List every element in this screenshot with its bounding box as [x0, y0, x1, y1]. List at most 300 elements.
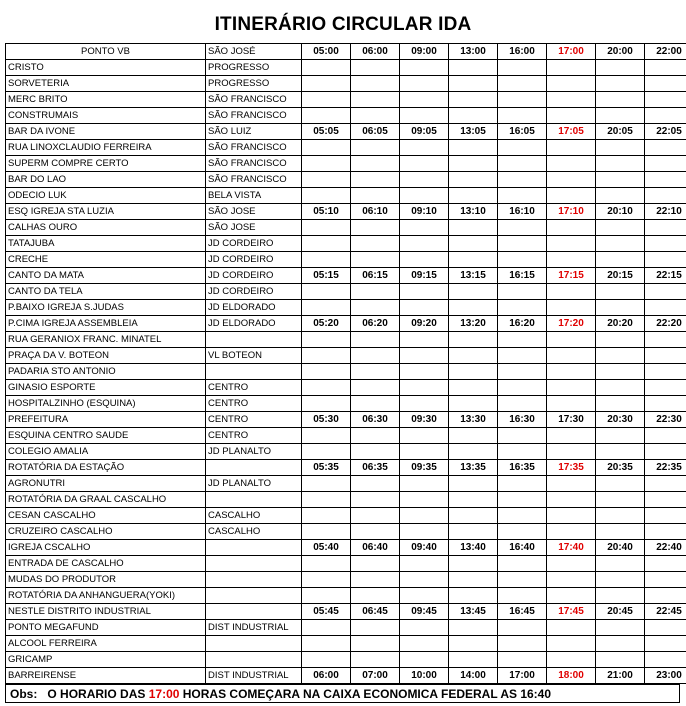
- cell-time[interactable]: 23:00: [645, 668, 686, 684]
- cell-bairro[interactable]: SÃO FRANCISCO: [206, 172, 302, 188]
- cell-time[interactable]: [302, 572, 351, 588]
- cell-time[interactable]: [351, 620, 400, 636]
- cell-time[interactable]: 22:40: [645, 540, 686, 556]
- cell-time[interactable]: [596, 476, 645, 492]
- cell-bairro[interactable]: JD CORDEIRO: [206, 284, 302, 300]
- cell-bairro[interactable]: SÃO FRANCISCO: [206, 108, 302, 124]
- cell-time[interactable]: 17:15: [547, 268, 596, 284]
- cell-time[interactable]: [351, 588, 400, 604]
- cell-time[interactable]: [449, 652, 498, 668]
- cell-time[interactable]: [498, 92, 547, 108]
- cell-time[interactable]: 20:40: [596, 540, 645, 556]
- cell-time[interactable]: [400, 220, 449, 236]
- cell-time[interactable]: [449, 60, 498, 76]
- cell-time[interactable]: [400, 508, 449, 524]
- cell-time[interactable]: [400, 476, 449, 492]
- cell-time[interactable]: [400, 156, 449, 172]
- cell-time[interactable]: [400, 364, 449, 380]
- cell-ponto[interactable]: CANTO DA MATA: [6, 268, 206, 284]
- cell-bairro[interactable]: CENTRO: [206, 380, 302, 396]
- cell-time[interactable]: [449, 572, 498, 588]
- cell-time[interactable]: [596, 508, 645, 524]
- cell-bairro[interactable]: CENTRO: [206, 396, 302, 412]
- cell-bairro[interactable]: [206, 588, 302, 604]
- cell-time[interactable]: [351, 396, 400, 412]
- cell-time[interactable]: [596, 636, 645, 652]
- cell-time[interactable]: [596, 92, 645, 108]
- cell-time[interactable]: [351, 140, 400, 156]
- cell-time[interactable]: [498, 476, 547, 492]
- cell-time[interactable]: 16:35: [498, 460, 547, 476]
- cell-ponto[interactable]: SUPERM COMPRE CERTO: [6, 156, 206, 172]
- cell-time[interactable]: [351, 428, 400, 444]
- cell-time[interactable]: [645, 188, 686, 204]
- cell-ponto[interactable]: RUA LINOXCLAUDIO FERREIRA: [6, 140, 206, 156]
- cell-time[interactable]: 09:40: [400, 540, 449, 556]
- cell-time[interactable]: 16:20: [498, 316, 547, 332]
- cell-ponto[interactable]: AGRONUTRI: [6, 476, 206, 492]
- cell-time[interactable]: [547, 620, 596, 636]
- cell-bairro[interactable]: [206, 364, 302, 380]
- cell-time[interactable]: [351, 236, 400, 252]
- cell-time[interactable]: [596, 620, 645, 636]
- cell-time[interactable]: [498, 188, 547, 204]
- cell-time[interactable]: [547, 172, 596, 188]
- cell-time[interactable]: [547, 588, 596, 604]
- cell-ponto[interactable]: ENTRADA DE CASCALHO: [6, 556, 206, 572]
- cell-time[interactable]: [351, 524, 400, 540]
- cell-time[interactable]: [596, 300, 645, 316]
- cell-time[interactable]: [302, 444, 351, 460]
- cell-ponto[interactable]: ESQUINA CENTRO SAUDE: [6, 428, 206, 444]
- cell-time[interactable]: 22:05: [645, 124, 686, 140]
- cell-time[interactable]: [400, 380, 449, 396]
- cell-time[interactable]: [302, 172, 351, 188]
- cell-time[interactable]: [302, 332, 351, 348]
- cell-time[interactable]: [449, 172, 498, 188]
- cell-time[interactable]: [498, 572, 547, 588]
- cell-time[interactable]: [449, 76, 498, 92]
- cell-time[interactable]: [449, 476, 498, 492]
- cell-time[interactable]: [498, 348, 547, 364]
- cell-time[interactable]: [645, 108, 686, 124]
- cell-time[interactable]: 17:05: [547, 124, 596, 140]
- cell-time[interactable]: [498, 588, 547, 604]
- cell-time[interactable]: [302, 348, 351, 364]
- cell-time[interactable]: [498, 556, 547, 572]
- cell-time[interactable]: [351, 108, 400, 124]
- cell-time[interactable]: 10:00: [400, 668, 449, 684]
- cell-time[interactable]: [302, 428, 351, 444]
- cell-ponto[interactable]: P.CIMA IGREJA ASSEMBLEIA: [6, 316, 206, 332]
- cell-time[interactable]: [596, 348, 645, 364]
- header-ponto[interactable]: PONTO VB: [6, 44, 206, 60]
- cell-time[interactable]: [449, 396, 498, 412]
- cell-time[interactable]: [302, 300, 351, 316]
- cell-ponto[interactable]: PONTO MEGAFUND: [6, 620, 206, 636]
- cell-time[interactable]: [351, 92, 400, 108]
- cell-time[interactable]: 20:15: [596, 268, 645, 284]
- cell-time[interactable]: [645, 492, 686, 508]
- cell-bairro[interactable]: [206, 636, 302, 652]
- cell-time[interactable]: [400, 332, 449, 348]
- cell-bairro[interactable]: CASCALHO: [206, 508, 302, 524]
- cell-time[interactable]: [302, 76, 351, 92]
- cell-time[interactable]: [400, 92, 449, 108]
- cell-bairro[interactable]: CASCALHO: [206, 524, 302, 540]
- cell-ponto[interactable]: HOSPITALZINHO (ESQUINA): [6, 396, 206, 412]
- cell-time[interactable]: [449, 428, 498, 444]
- cell-time[interactable]: [351, 556, 400, 572]
- cell-time[interactable]: [302, 492, 351, 508]
- cell-ponto[interactable]: ROTATÓRIA DA GRAAL CASCALHO: [6, 492, 206, 508]
- cell-time[interactable]: [547, 284, 596, 300]
- cell-time[interactable]: [547, 92, 596, 108]
- cell-time[interactable]: [596, 556, 645, 572]
- cell-time[interactable]: [547, 108, 596, 124]
- cell-time[interactable]: [498, 636, 547, 652]
- cell-ponto[interactable]: BAR DA IVONE: [6, 124, 206, 140]
- cell-time[interactable]: [400, 524, 449, 540]
- cell-time[interactable]: [351, 172, 400, 188]
- cell-time[interactable]: [302, 508, 351, 524]
- cell-time[interactable]: 16:05: [498, 124, 547, 140]
- cell-time[interactable]: 20:20: [596, 316, 645, 332]
- cell-time[interactable]: [400, 652, 449, 668]
- cell-time[interactable]: [498, 140, 547, 156]
- cell-bairro[interactable]: SÃO FRANCISCO: [206, 92, 302, 108]
- cell-bairro[interactable]: CENTRO: [206, 412, 302, 428]
- cell-time[interactable]: [498, 252, 547, 268]
- cell-time[interactable]: [351, 652, 400, 668]
- cell-time[interactable]: 05:15: [302, 268, 351, 284]
- cell-ponto[interactable]: ROTATÓRIA DA ANHANGUERA(YOKI): [6, 588, 206, 604]
- cell-bairro[interactable]: SÃO JOSE: [206, 204, 302, 220]
- cell-time[interactable]: [351, 332, 400, 348]
- cell-time[interactable]: [400, 348, 449, 364]
- cell-time[interactable]: [645, 92, 686, 108]
- cell-time[interactable]: [449, 332, 498, 348]
- cell-time[interactable]: [645, 572, 686, 588]
- cell-time[interactable]: 20:35: [596, 460, 645, 476]
- header-time-cell[interactable]: 05:00: [302, 44, 351, 60]
- cell-time[interactable]: [302, 140, 351, 156]
- cell-time[interactable]: [596, 428, 645, 444]
- cell-time[interactable]: [302, 364, 351, 380]
- cell-time[interactable]: 16:30: [498, 412, 547, 428]
- cell-ponto[interactable]: ALCOOL FERREIRA: [6, 636, 206, 652]
- cell-bairro[interactable]: SÃO FRANCISCO: [206, 140, 302, 156]
- cell-time[interactable]: [645, 444, 686, 460]
- cell-time[interactable]: 17:10: [547, 204, 596, 220]
- cell-time[interactable]: [498, 652, 547, 668]
- cell-time[interactable]: [449, 524, 498, 540]
- cell-time[interactable]: [596, 252, 645, 268]
- cell-time[interactable]: [351, 284, 400, 300]
- cell-time[interactable]: 13:05: [449, 124, 498, 140]
- header-time-cell[interactable]: 20:00: [596, 44, 645, 60]
- cell-ponto[interactable]: ODECIO LUK: [6, 188, 206, 204]
- cell-bairro[interactable]: JD CORDEIRO: [206, 252, 302, 268]
- cell-time[interactable]: [498, 380, 547, 396]
- cell-time[interactable]: 17:30: [547, 412, 596, 428]
- cell-time[interactable]: 09:45: [400, 604, 449, 620]
- header-time-cell[interactable]: 06:00: [351, 44, 400, 60]
- cell-ponto[interactable]: NESTLE DISTRITO INDUSTRIAL: [6, 604, 206, 620]
- cell-time[interactable]: [302, 236, 351, 252]
- cell-time[interactable]: [400, 572, 449, 588]
- cell-time[interactable]: [498, 492, 547, 508]
- cell-time[interactable]: 16:15: [498, 268, 547, 284]
- cell-time[interactable]: [400, 172, 449, 188]
- cell-ponto[interactable]: CRUZEIRO CASCALHO: [6, 524, 206, 540]
- cell-bairro[interactable]: PROGRESSO: [206, 60, 302, 76]
- cell-time[interactable]: 13:30: [449, 412, 498, 428]
- cell-time[interactable]: 06:20: [351, 316, 400, 332]
- cell-ponto[interactable]: TATAJUBA: [6, 236, 206, 252]
- cell-time[interactable]: [547, 76, 596, 92]
- cell-bairro[interactable]: DIST INDUSTRIAL: [206, 668, 302, 684]
- cell-time[interactable]: [498, 524, 547, 540]
- cell-time[interactable]: 13:35: [449, 460, 498, 476]
- cell-time[interactable]: [498, 620, 547, 636]
- cell-time[interactable]: 22:20: [645, 316, 686, 332]
- cell-time[interactable]: [400, 636, 449, 652]
- cell-time[interactable]: 13:20: [449, 316, 498, 332]
- cell-bairro[interactable]: JD CORDEIRO: [206, 268, 302, 284]
- cell-time[interactable]: [351, 364, 400, 380]
- cell-time[interactable]: 20:30: [596, 412, 645, 428]
- cell-time[interactable]: 06:35: [351, 460, 400, 476]
- cell-bairro[interactable]: SÃO JOSE: [206, 220, 302, 236]
- cell-time[interactable]: [645, 524, 686, 540]
- cell-ponto[interactable]: PREFEITURA: [6, 412, 206, 428]
- cell-time[interactable]: 17:20: [547, 316, 596, 332]
- cell-time[interactable]: [596, 76, 645, 92]
- cell-time[interactable]: 06:40: [351, 540, 400, 556]
- cell-time[interactable]: 09:10: [400, 204, 449, 220]
- cell-time[interactable]: 20:10: [596, 204, 645, 220]
- cell-time[interactable]: 22:10: [645, 204, 686, 220]
- cell-bairro[interactable]: [206, 652, 302, 668]
- cell-time[interactable]: 05:10: [302, 204, 351, 220]
- cell-time[interactable]: [645, 508, 686, 524]
- cell-time[interactable]: [400, 556, 449, 572]
- cell-time[interactable]: [547, 332, 596, 348]
- cell-time[interactable]: 14:00: [449, 668, 498, 684]
- cell-time[interactable]: [449, 620, 498, 636]
- cell-time[interactable]: [400, 284, 449, 300]
- cell-time[interactable]: [547, 236, 596, 252]
- cell-time[interactable]: [498, 364, 547, 380]
- cell-time[interactable]: 06:45: [351, 604, 400, 620]
- header-time-cell[interactable]: 22:00: [645, 44, 686, 60]
- cell-time[interactable]: [302, 220, 351, 236]
- cell-ponto[interactable]: BAR DO LAO: [6, 172, 206, 188]
- cell-time[interactable]: [400, 76, 449, 92]
- cell-ponto[interactable]: MERC BRITO: [6, 92, 206, 108]
- cell-time[interactable]: [547, 156, 596, 172]
- cell-ponto[interactable]: PRAÇA DA V. BOTEON: [6, 348, 206, 364]
- cell-time[interactable]: [449, 380, 498, 396]
- cell-time[interactable]: [351, 636, 400, 652]
- cell-time[interactable]: [596, 220, 645, 236]
- cell-bairro[interactable]: [206, 572, 302, 588]
- cell-time[interactable]: 17:00: [498, 668, 547, 684]
- cell-time[interactable]: 20:45: [596, 604, 645, 620]
- cell-time[interactable]: [547, 348, 596, 364]
- cell-time[interactable]: [547, 220, 596, 236]
- cell-time[interactable]: 17:35: [547, 460, 596, 476]
- cell-time[interactable]: [645, 252, 686, 268]
- cell-time[interactable]: [547, 428, 596, 444]
- cell-time[interactable]: 18:00: [547, 668, 596, 684]
- cell-time[interactable]: [400, 236, 449, 252]
- cell-time[interactable]: [498, 396, 547, 412]
- cell-time[interactable]: [596, 140, 645, 156]
- cell-time[interactable]: [449, 140, 498, 156]
- cell-time[interactable]: 09:15: [400, 268, 449, 284]
- cell-time[interactable]: [547, 652, 596, 668]
- cell-time[interactable]: [498, 76, 547, 92]
- cell-time[interactable]: [449, 444, 498, 460]
- cell-time[interactable]: [596, 188, 645, 204]
- cell-time[interactable]: [302, 380, 351, 396]
- cell-time[interactable]: [449, 284, 498, 300]
- cell-time[interactable]: [449, 108, 498, 124]
- cell-time[interactable]: [449, 92, 498, 108]
- cell-time[interactable]: [449, 252, 498, 268]
- cell-time[interactable]: [400, 140, 449, 156]
- cell-ponto[interactable]: CESAN CASCALHO: [6, 508, 206, 524]
- cell-time[interactable]: [449, 364, 498, 380]
- cell-time[interactable]: [302, 108, 351, 124]
- cell-ponto[interactable]: CRISTO: [6, 60, 206, 76]
- cell-time[interactable]: [547, 188, 596, 204]
- cell-ponto[interactable]: ESQ IGREJA STA LUZIA: [6, 204, 206, 220]
- cell-bairro[interactable]: JD ELDORADO: [206, 316, 302, 332]
- header-time-cell[interactable]: 09:00: [400, 44, 449, 60]
- cell-time[interactable]: [302, 188, 351, 204]
- cell-time[interactable]: [449, 236, 498, 252]
- cell-time[interactable]: 13:10: [449, 204, 498, 220]
- cell-ponto[interactable]: CRECHE: [6, 252, 206, 268]
- cell-time[interactable]: [351, 252, 400, 268]
- cell-time[interactable]: 22:35: [645, 460, 686, 476]
- cell-time[interactable]: 06:30: [351, 412, 400, 428]
- cell-time[interactable]: [596, 332, 645, 348]
- cell-ponto[interactable]: CALHAS OURO: [6, 220, 206, 236]
- cell-time[interactable]: [351, 156, 400, 172]
- cell-time[interactable]: [596, 396, 645, 412]
- cell-time[interactable]: [645, 140, 686, 156]
- cell-bairro[interactable]: JD PLANALTO: [206, 444, 302, 460]
- cell-time[interactable]: [498, 428, 547, 444]
- cell-time[interactable]: 05:20: [302, 316, 351, 332]
- cell-ponto[interactable]: CANTO DA TELA: [6, 284, 206, 300]
- cell-time[interactable]: [547, 140, 596, 156]
- cell-time[interactable]: [351, 300, 400, 316]
- cell-time[interactable]: [645, 556, 686, 572]
- cell-time[interactable]: [400, 620, 449, 636]
- cell-time[interactable]: [645, 396, 686, 412]
- cell-time[interactable]: [547, 508, 596, 524]
- cell-time[interactable]: [596, 156, 645, 172]
- cell-time[interactable]: [547, 60, 596, 76]
- cell-time[interactable]: [400, 444, 449, 460]
- cell-time[interactable]: [400, 252, 449, 268]
- cell-time[interactable]: [351, 444, 400, 460]
- cell-time[interactable]: [351, 508, 400, 524]
- cell-time[interactable]: [351, 572, 400, 588]
- cell-bairro[interactable]: VL BOTEON: [206, 348, 302, 364]
- cell-time[interactable]: [547, 572, 596, 588]
- cell-time[interactable]: [547, 524, 596, 540]
- cell-time[interactable]: [547, 636, 596, 652]
- cell-time[interactable]: 22:15: [645, 268, 686, 284]
- cell-time[interactable]: 16:40: [498, 540, 547, 556]
- cell-bairro[interactable]: JD PLANALTO: [206, 476, 302, 492]
- cell-time[interactable]: [351, 76, 400, 92]
- cell-time[interactable]: [645, 636, 686, 652]
- cell-time[interactable]: 05:45: [302, 604, 351, 620]
- cell-time[interactable]: [645, 364, 686, 380]
- cell-time[interactable]: [498, 508, 547, 524]
- cell-time[interactable]: [547, 300, 596, 316]
- cell-time[interactable]: [645, 476, 686, 492]
- cell-time[interactable]: [547, 492, 596, 508]
- cell-bairro[interactable]: JD ELDORADO: [206, 300, 302, 316]
- cell-time[interactable]: [645, 156, 686, 172]
- cell-time[interactable]: 05:40: [302, 540, 351, 556]
- cell-time[interactable]: [498, 444, 547, 460]
- cell-time[interactable]: [645, 60, 686, 76]
- cell-bairro[interactable]: PROGRESSO: [206, 76, 302, 92]
- cell-time[interactable]: [400, 60, 449, 76]
- cell-time[interactable]: [596, 172, 645, 188]
- cell-time[interactable]: [498, 172, 547, 188]
- cell-time[interactable]: [302, 476, 351, 492]
- cell-bairro[interactable]: DIST INDUSTRIAL: [206, 620, 302, 636]
- cell-time[interactable]: [596, 524, 645, 540]
- cell-time[interactable]: [596, 492, 645, 508]
- cell-ponto[interactable]: PADARIA STO ANTONIO: [6, 364, 206, 380]
- cell-time[interactable]: [449, 156, 498, 172]
- cell-time[interactable]: [449, 220, 498, 236]
- cell-time[interactable]: [596, 60, 645, 76]
- cell-bairro[interactable]: SÃO FRANCISCO: [206, 156, 302, 172]
- cell-bairro[interactable]: BELA VISTA: [206, 188, 302, 204]
- cell-time[interactable]: [449, 636, 498, 652]
- cell-time[interactable]: 16:45: [498, 604, 547, 620]
- cell-ponto[interactable]: BARREIRENSE: [6, 668, 206, 684]
- header-time-cell[interactable]: 16:00: [498, 44, 547, 60]
- cell-time[interactable]: [449, 188, 498, 204]
- cell-time[interactable]: [302, 396, 351, 412]
- cell-time[interactable]: [645, 76, 686, 92]
- cell-time[interactable]: [645, 284, 686, 300]
- cell-time[interactable]: [302, 636, 351, 652]
- cell-time[interactable]: [645, 652, 686, 668]
- cell-time[interactable]: [498, 60, 547, 76]
- cell-ponto[interactable]: CONSTRUMAIS: [6, 108, 206, 124]
- cell-time[interactable]: [400, 428, 449, 444]
- cell-time[interactable]: [302, 252, 351, 268]
- cell-time[interactable]: [351, 380, 400, 396]
- cell-time[interactable]: [351, 492, 400, 508]
- cell-bairro[interactable]: [206, 604, 302, 620]
- cell-time[interactable]: [400, 188, 449, 204]
